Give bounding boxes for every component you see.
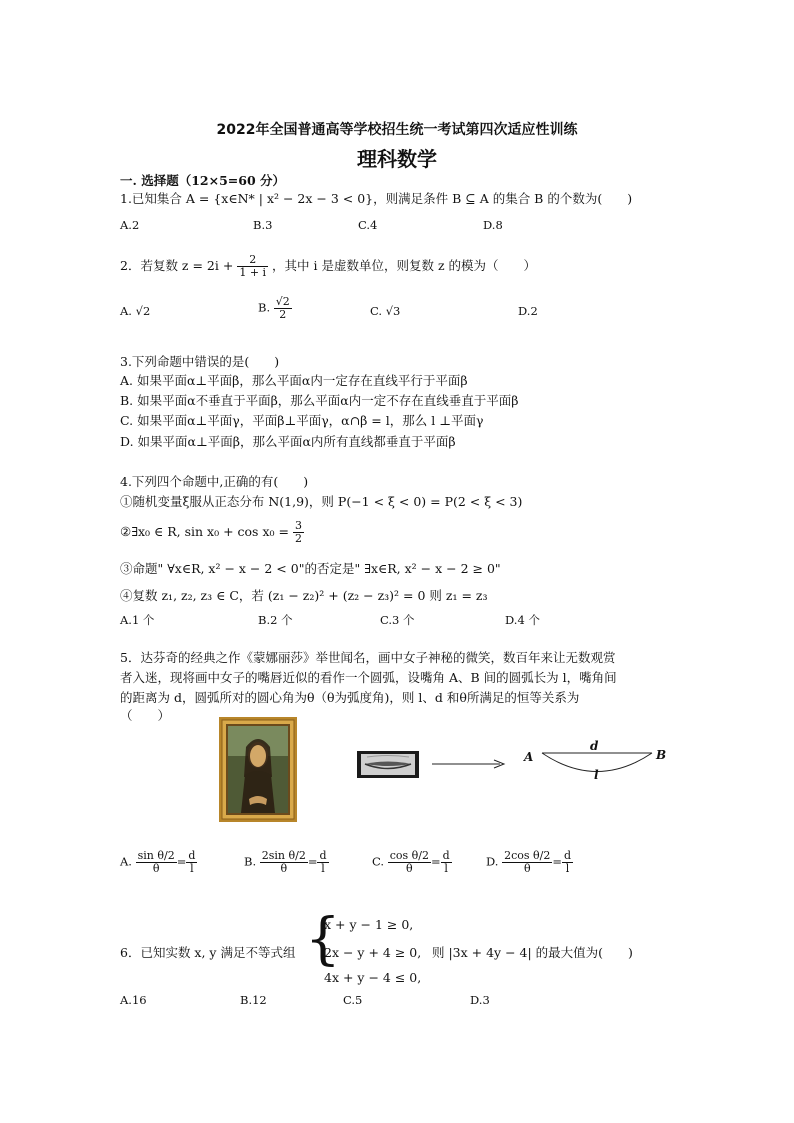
q1-option-a: A.2	[120, 218, 140, 232]
q5-option-d: D. $\frac{\text{2cos θ/2}}{\theta}$ = $\frac{d}{l}$	[486, 849, 572, 875]
q5-option-c: C. $\frac{\text{cos θ/2}}{\theta}$ = $\frac{d}{l}$	[372, 849, 450, 875]
q5-b-rhs-num: d	[319, 849, 327, 862]
q5-d-rhs	[562, 850, 573, 875]
q5-a-num: sin θ/2	[137, 849, 175, 862]
q5-option-a: A. $\frac{\text{sin θ/2}}{\theta}$ = $\frac{d}{l}$	[120, 849, 196, 875]
q4-s2-pre: ②∃x₀ ∈ R, sin x₀ + cos x₀ =	[120, 524, 289, 539]
q2-frac-den: 1 + i	[239, 266, 267, 279]
q4-option-b: B.2 个	[258, 613, 293, 627]
q6-option-a: A.16	[120, 993, 147, 1007]
q2-option-c: C. √3	[370, 304, 401, 318]
q4-statement-2	[120, 520, 304, 545]
q5-a-rhs-den: l	[190, 862, 194, 875]
q5-d-rhs-den: l	[565, 862, 570, 875]
q5-line-4: （ ）	[120, 708, 171, 723]
q5-a-label: A.	[120, 854, 132, 869]
q5-line-1: 5．达芬奇的经典之作《蒙娜丽莎》举世闻名，画中女子神秘的微笑，数百年来让无数观赏	[120, 650, 616, 665]
q5-c-rhs	[441, 850, 452, 875]
q2-b-num: √2	[275, 295, 290, 308]
q1-option-d: D.8	[483, 218, 503, 232]
exam-title: 2022年全国普通高等学校招生统一考试第四次适应性训练	[216, 122, 578, 138]
q5-b-rhs	[317, 850, 328, 875]
q1-option-b: B.3	[253, 218, 273, 232]
q4-option-c: C.3 个	[380, 613, 415, 627]
q6-option-d: D.3	[470, 993, 490, 1007]
q5-line-2: 者入迷，现将画中女子的嘴唇近似的看作一个圆弧，设嘴角 A、B 间的圆弧长为 l，嘴角间	[120, 670, 617, 685]
q2-stem	[120, 254, 536, 279]
q5-b-rhs-den: l	[321, 862, 325, 875]
q5-c-rhs-num: d	[442, 849, 450, 862]
q5-a-lhs	[136, 850, 177, 875]
q2-option-b	[258, 296, 292, 321]
q2-stem-post: ，其中 i 是虚数单位，则复数 z 的模为（ ）	[272, 258, 537, 273]
q2-stem-pre: 2．若复数 z = 2i +	[120, 258, 234, 273]
q6-stem-post: 则 |3x + 4y − 4| 的最大值为( )	[432, 945, 633, 960]
lips-closeup-image	[357, 751, 419, 778]
q4-s2-den: 2	[294, 532, 302, 545]
q1-stem: 1.已知集合 A = {x∈N* | x² − 2x − 3 < 0}，则满足条件 B ⊆ A 的集合 B 的个数为( )	[120, 191, 633, 206]
q3-option-c: C. 如果平面α⊥平面γ，平面β⊥平面γ，α∩β = l，那么 l ⊥平面γ	[120, 413, 484, 428]
q3-option-d: D. 如果平面α⊥平面β，那么平面α内所有直线都垂直于平面β	[120, 434, 456, 449]
q3-option-b: B. 如果平面α不垂直于平面β，那么平面α内一定不存在直线垂直于平面β	[120, 393, 519, 408]
q5-a-rhs-num: d	[188, 849, 196, 862]
q2-frac-num: 2	[237, 254, 268, 267]
q5-c-label: C.	[372, 854, 385, 869]
q6-option-c: C.5	[343, 993, 363, 1007]
q4-option-a: A.1 个	[120, 613, 155, 627]
arrow-icon	[432, 758, 506, 770]
mona-lisa-painting	[219, 717, 297, 822]
subject-title: 理科数学	[357, 147, 437, 171]
point-b-label: B	[656, 748, 667, 762]
q5-option-b: B. $\frac{\text{2sin θ/2}}{\theta}$ = $\frac{d}{l}$	[244, 849, 327, 875]
q4-option-d: D.4 个	[505, 613, 540, 627]
q5-d-label: D.	[486, 854, 499, 869]
q5-b-den: θ	[280, 862, 288, 875]
q5-a-rhs	[186, 850, 197, 875]
section-title: 一. 选择题（12×5=60 分）	[120, 173, 285, 188]
q6-constraint-1: x + y − 1 ≥ 0,	[324, 917, 414, 932]
q1-option-c: C.4	[358, 218, 378, 232]
q5-c-num: cos θ/2	[389, 849, 429, 862]
q4-s2-num: 3	[294, 519, 302, 532]
q2-option-a: A. √2	[120, 304, 151, 318]
q5-c-rhs-den: l	[444, 862, 448, 875]
q6-constraint-3: 4x + y − 4 ≤ 0,	[324, 970, 422, 985]
q4-statement-1: ①随机变量ξ服从正态分布 N(1,9)，则 P(−1 < ξ < 0) = P(2 < ξ < 3)	[120, 494, 523, 509]
q2-option-b-label: B.	[258, 300, 271, 315]
q2-b-den: 2	[279, 308, 287, 321]
q5-d-num: 2cos θ/2	[504, 849, 551, 862]
q5-d-lhs	[502, 850, 552, 875]
q5-b-num: 2sin θ/2	[261, 849, 306, 862]
q4-statement-4: ④复数 z₁, z₂, z₃ ∈ C，若 (z₁ − z₂)² + (z₂ − z₃)² = 0 则 z₁ = z₃	[120, 588, 488, 603]
q4-stem: 4.下列四个命题中,正确的有( )	[120, 474, 309, 489]
arc-l-label: l	[594, 768, 599, 782]
q5-d-den: θ	[523, 862, 531, 875]
q6-stem-pre: 6．已知实数 x, y 满足不等式组	[120, 945, 296, 960]
q5-d-rhs-num: d	[564, 849, 572, 862]
q4-s2-fraction	[293, 520, 304, 545]
q6-constraint-2: 2x − y + 4 ≥ 0,	[324, 945, 422, 960]
q5-c-lhs	[388, 850, 431, 875]
q5-line-3: 的距离为 d，圆弧所对的圆心角为θ（θ为弧度角)，则 l、d 和θ所满足的恒等关系为	[120, 690, 580, 705]
q2-option-b-fraction	[274, 296, 292, 321]
q2-option-d: D.2	[518, 304, 538, 318]
chord-d-label: d	[590, 739, 599, 753]
system-brace-icon: {	[305, 907, 341, 972]
q5-a-den: θ	[152, 862, 160, 875]
q6-option-b: B.12	[240, 993, 267, 1007]
q5-b-lhs	[260, 850, 308, 875]
q5-b-label: B.	[244, 854, 257, 869]
point-a-label: A	[524, 750, 534, 764]
q3-stem: 3.下列命题中错误的是( )	[120, 354, 280, 369]
q4-statement-3: ③命题" ∀x∈R, x² − x − 2 < 0"的否定是" ∃x∈R, x² − x − 2 ≥ 0"	[120, 561, 501, 576]
q2-fraction	[237, 254, 268, 279]
q3-option-a: A. 如果平面α⊥平面β，那么平面α内一定存在直线平行于平面β	[120, 373, 468, 388]
q5-c-den: θ	[406, 862, 413, 875]
